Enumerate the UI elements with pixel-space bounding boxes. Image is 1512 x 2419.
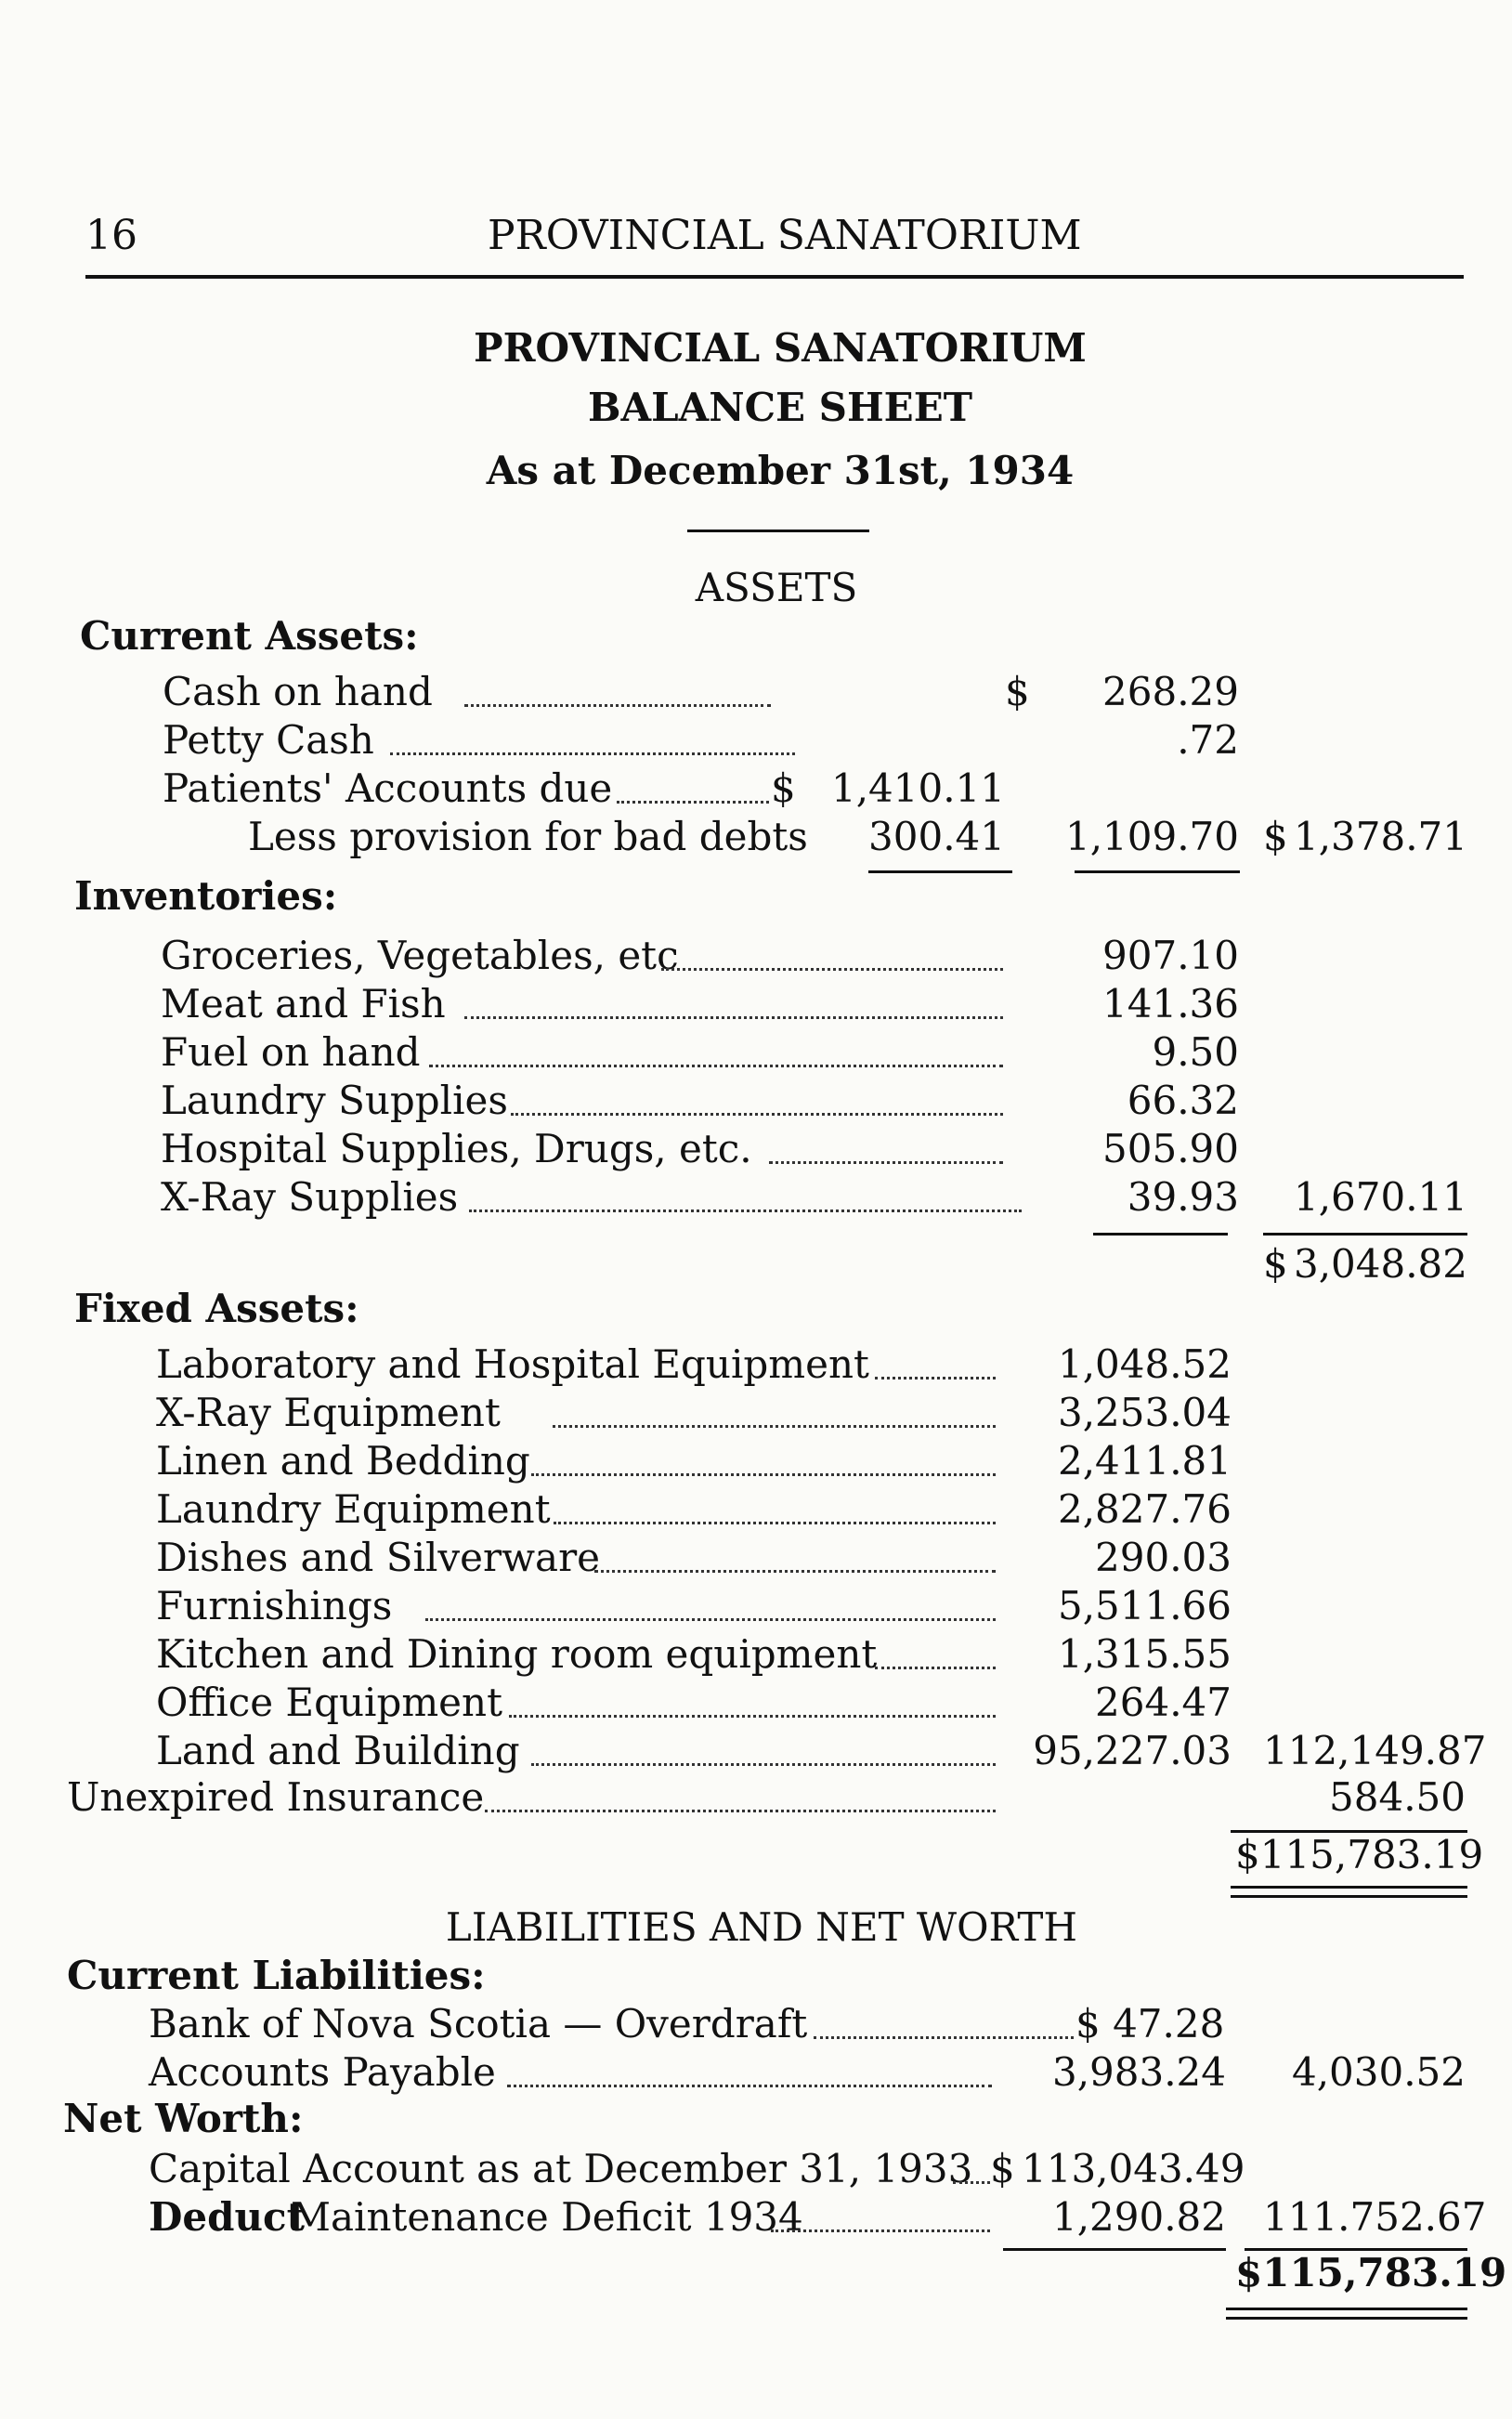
- bank-amount: $ 47.28: [1075, 2001, 1225, 2046]
- fixed-amount: 95,227.03: [1033, 1728, 1232, 1773]
- cash-sign: $: [1005, 669, 1030, 714]
- leader: [953, 2181, 990, 2184]
- payable-amount: 3,983.24: [1051, 2049, 1226, 2095]
- doc-title: PROVINCIAL SANATORIUM: [474, 325, 1087, 371]
- leader: [875, 1667, 996, 1669]
- header-rule: [85, 275, 1464, 279]
- inventory-label: X-Ray Supplies: [161, 1174, 459, 1220]
- leader: [531, 1473, 996, 1476]
- leader: [469, 1210, 1022, 1212]
- assets-heading: ASSETS: [695, 565, 858, 610]
- fixed-amount: 290.03: [1095, 1535, 1232, 1580]
- inventory-label: Groceries, Vegetables, etc: [161, 933, 679, 978]
- inventory-amount: 66.32: [1127, 1078, 1239, 1123]
- fixed-label: Land and Building: [156, 1728, 520, 1773]
- rule: [868, 870, 1012, 873]
- leader: [553, 1425, 996, 1428]
- current-total: 1,378.71: [1293, 814, 1467, 859]
- leader: [531, 1763, 996, 1766]
- rule: [1003, 2248, 1226, 2251]
- leader: [875, 1377, 996, 1379]
- page-number: 16: [85, 212, 137, 259]
- inventory-amount: 39.93: [1127, 1174, 1239, 1220]
- deficit-amount: 1,290.82: [1051, 2194, 1226, 2240]
- leader: [464, 704, 771, 707]
- inventory-label: Meat and Fish: [161, 981, 446, 1026]
- provision-amount: 300.41: [868, 814, 1005, 859]
- title-rule: [687, 530, 869, 532]
- rule: [1093, 1233, 1228, 1236]
- rule: [1263, 1233, 1467, 1236]
- fixed-label: Dishes and Silverware: [156, 1535, 601, 1580]
- provision-net: 1,109.70: [1064, 814, 1239, 859]
- doc-subtitle: BALANCE SHEET: [588, 385, 972, 430]
- liabilities-heading: LIABILITIES AND NET WORTH: [445, 1904, 1078, 1950]
- leader: [507, 2085, 992, 2087]
- leader: [661, 968, 1003, 971]
- leader: [390, 752, 795, 755]
- fixed-amount: 2,411.81: [1057, 1438, 1232, 1484]
- doc-date: As at December 31st, 1934: [486, 448, 1075, 493]
- leader: [509, 1715, 996, 1718]
- leader: [485, 1810, 996, 1812]
- deduct-label: Deduct: [149, 2194, 306, 2240]
- leader: [771, 2229, 990, 2232]
- leader: [425, 1618, 996, 1621]
- payable-label: Accounts Payable: [149, 2049, 496, 2095]
- rule: [1075, 870, 1240, 873]
- fixed-assets-heading: Fixed Assets:: [74, 1286, 359, 1331]
- inventory-amount: 505.90: [1102, 1126, 1239, 1171]
- fixed-label: X-Ray Equipment: [156, 1390, 501, 1435]
- double-rule: [1231, 1886, 1467, 1898]
- inventory-amount: 907.10: [1102, 933, 1239, 978]
- petty-label: Petty Cash: [163, 717, 374, 763]
- liabilities-total: 4,030.52: [1291, 2049, 1466, 2095]
- leader: [814, 2036, 1074, 2039]
- inventory-label: Laundry Supplies: [161, 1078, 508, 1123]
- patients-label: Patients' Accounts due: [163, 765, 613, 811]
- leader: [617, 801, 769, 804]
- patients-sign: $: [771, 765, 796, 811]
- fixed-amount: 5,511.66: [1057, 1583, 1232, 1628]
- subtotal-sign: $: [1263, 1241, 1288, 1287]
- fixed-label: Laboratory and Hospital Equipment: [156, 1341, 869, 1387]
- capital-amount: 113,043.49: [1022, 2146, 1245, 2191]
- cash-label: Cash on hand: [163, 669, 433, 714]
- running-head: PROVINCIAL SANATORIUM: [488, 212, 1082, 259]
- current-assets-heading: Current Assets:: [80, 613, 419, 659]
- fixed-amount: 1,315.55: [1057, 1631, 1232, 1677]
- deficit-label: Maintenance Deficit 1934: [291, 2194, 803, 2240]
- current-total-sign: $: [1263, 814, 1288, 859]
- petty-amount: .72: [1177, 717, 1239, 763]
- inventory-label: Fuel on hand: [161, 1029, 421, 1075]
- leader: [464, 1016, 1003, 1019]
- unexpired-total: 584.50: [1329, 1774, 1466, 1820]
- fixed-total: 112,149.87: [1263, 1728, 1487, 1773]
- patients-amount: 1,410.11: [830, 765, 1005, 811]
- networth-total: 111.752.67: [1263, 2194, 1487, 2240]
- leader: [429, 1065, 1003, 1067]
- assets-subtotal: 3,048.82: [1293, 1241, 1467, 1287]
- inventory-label: Hospital Supplies, Drugs, etc.: [161, 1126, 752, 1171]
- leader: [769, 1161, 1003, 1164]
- capital-label: Capital Account as at December 31, 1933: [149, 2146, 973, 2191]
- fixed-label: Laundry Equipment: [156, 1486, 551, 1532]
- fixed-label: Linen and Bedding: [156, 1438, 530, 1484]
- inventory-amount: 141.36: [1102, 981, 1239, 1026]
- current-liabilities-heading: Current Liabilities:: [67, 1953, 486, 1998]
- assets-grand-total: $115,783.19: [1235, 1832, 1484, 1877]
- fixed-amount: 2,827.76: [1057, 1486, 1232, 1532]
- double-rule: [1226, 2308, 1467, 2320]
- leader: [554, 1522, 996, 1524]
- unexpired-label: Unexpired Insurance: [67, 1774, 485, 1820]
- provision-label: Less provision for bad debts: [248, 814, 808, 859]
- bank-label: Bank of Nova Scotia — Overdraft: [149, 2001, 808, 2046]
- fixed-label: Office Equipment: [156, 1680, 502, 1725]
- cash-amount: 268.29: [1102, 669, 1239, 714]
- fixed-amount: 1,048.52: [1057, 1341, 1232, 1387]
- liabilities-grand-total: $115,783.19: [1235, 2250, 1507, 2295]
- leader: [511, 1113, 1003, 1116]
- capital-sign: $: [990, 2146, 1015, 2191]
- inventories-heading: Inventories:: [74, 873, 338, 919]
- net-worth-heading: Net Worth:: [63, 2096, 304, 2141]
- inventory-amount: 9.50: [1152, 1029, 1239, 1075]
- fixed-label: Furnishings: [156, 1583, 393, 1628]
- fixed-amount: 264.47: [1095, 1680, 1232, 1725]
- fixed-amount: 3,253.04: [1057, 1390, 1232, 1435]
- leader: [594, 1570, 996, 1573]
- fixed-label: Kitchen and Dining room equipment: [156, 1631, 878, 1677]
- inventories-total: 1,670.11: [1293, 1174, 1467, 1220]
